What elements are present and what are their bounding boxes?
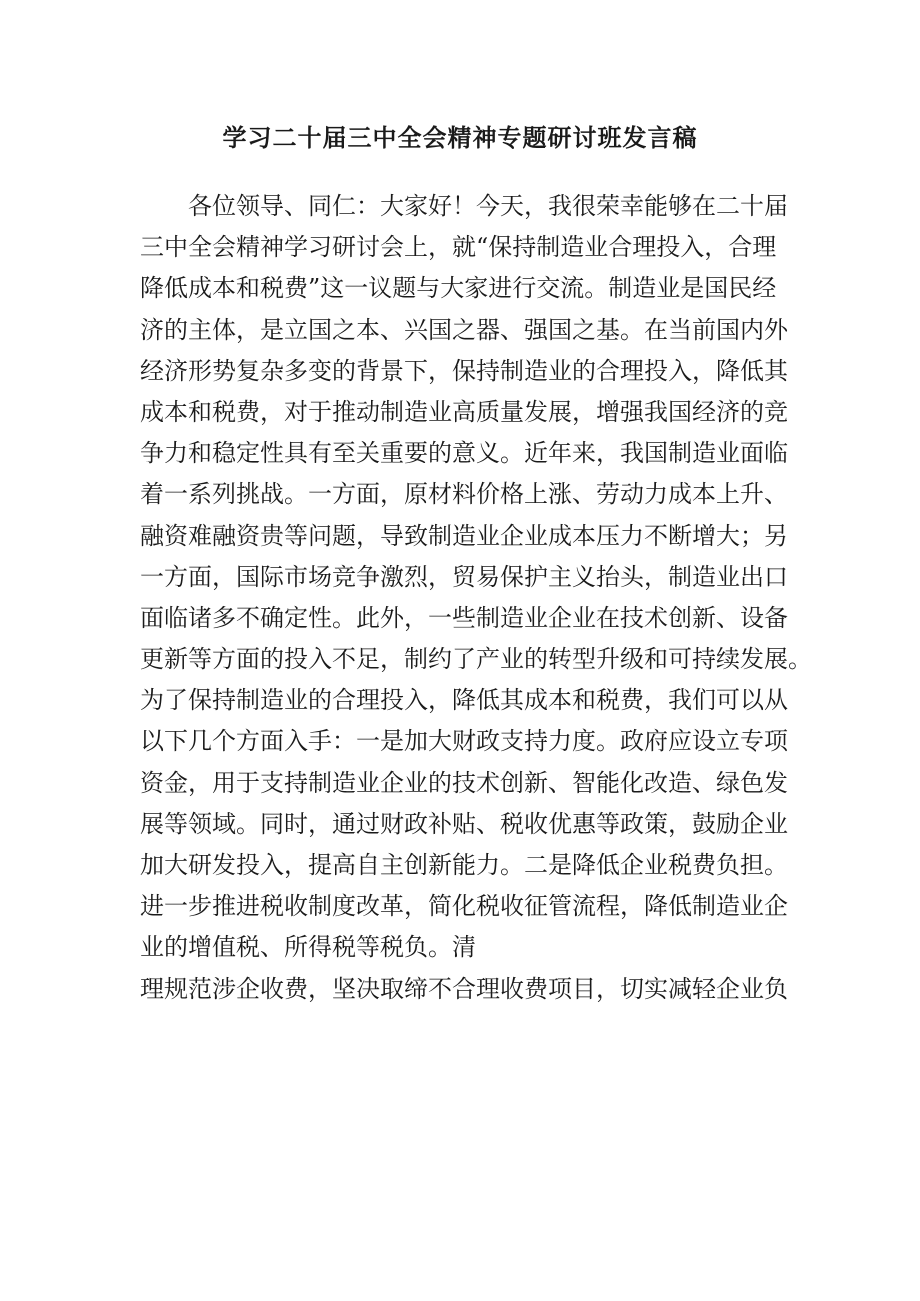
- body-line-16: 展等领域。同时，通过财政补贴、税收优惠等政策，鼓励企业: [140, 809, 788, 838]
- body-line-19: 业的增值税、所得税等税负。清: [140, 933, 476, 962]
- document-body: [140, 186, 812, 1010]
- document-title: 学习二十届三中全会精神专题研讨班发言稿: [222, 123, 698, 152]
- body-line-2: 三中全会精神学习研讨会上，就“保持制造业合理投入，合理: [140, 233, 777, 262]
- body-line-10: 一方面，国际市场竞争激烈，贸易保护主义抬头，制造业出口: [140, 562, 788, 591]
- body-line-12: 更新等方面的投入不足，制约了产业的转型升级和可持续发展。: [140, 645, 812, 674]
- body-line-8: 着一系列挑战。一方面，原材料价格上涨、劳动力成本上升、: [140, 480, 788, 509]
- body-line-3: 降低成本和税费”这一议题与大家进行交流。制造业是国民经: [140, 274, 777, 303]
- body-line-18: 进一步推进税收制度改革，简化税收征管流程，降低制造业企: [140, 892, 788, 921]
- body-line-13: 为了保持制造业的合理投入，降低其成本和税费，我们可以从: [140, 686, 788, 715]
- body-line-11: 面临诸多不确定性。此外，一些制造业企业在技术创新、设备: [140, 603, 788, 632]
- body-line-17: 加大研发投入，提高自主创新能力。二是降低企业税费负担。: [140, 851, 788, 879]
- body-line-5: 经济形势复杂多变的背景下，保持制造业的合理投入，降低其: [140, 356, 788, 385]
- body-line-15: 资金，用于支持制造业企业的技术创新、智能化改造、绿色发: [140, 768, 788, 797]
- body-line-20: 理规范涉企收费，坚决取缔不合理收费项目，切实减轻企业负: [140, 974, 788, 1003]
- body-line-7: 争力和稳定性具有至关重要的意义。近年来，我国制造业面临: [140, 439, 788, 468]
- body-line-9: 融资难融资贵等问题，导致制造业企业成本压力不断增大；另: [140, 521, 788, 550]
- body-line-4: 济的主体，是立国之本、兴国之器、强国之基。在当前国内外: [140, 315, 788, 344]
- body-line-1: 各位领导、同仁：大家好！今天，我很荣幸能够在二十届: [188, 192, 788, 220]
- body-line-6: 成本和税费，对于推动制造业高质量发展，增强我国经济的竞: [140, 397, 788, 426]
- body-line-14: 以下几个方面入手：一是加大财政支持力度。政府应设立专项: [140, 727, 788, 756]
